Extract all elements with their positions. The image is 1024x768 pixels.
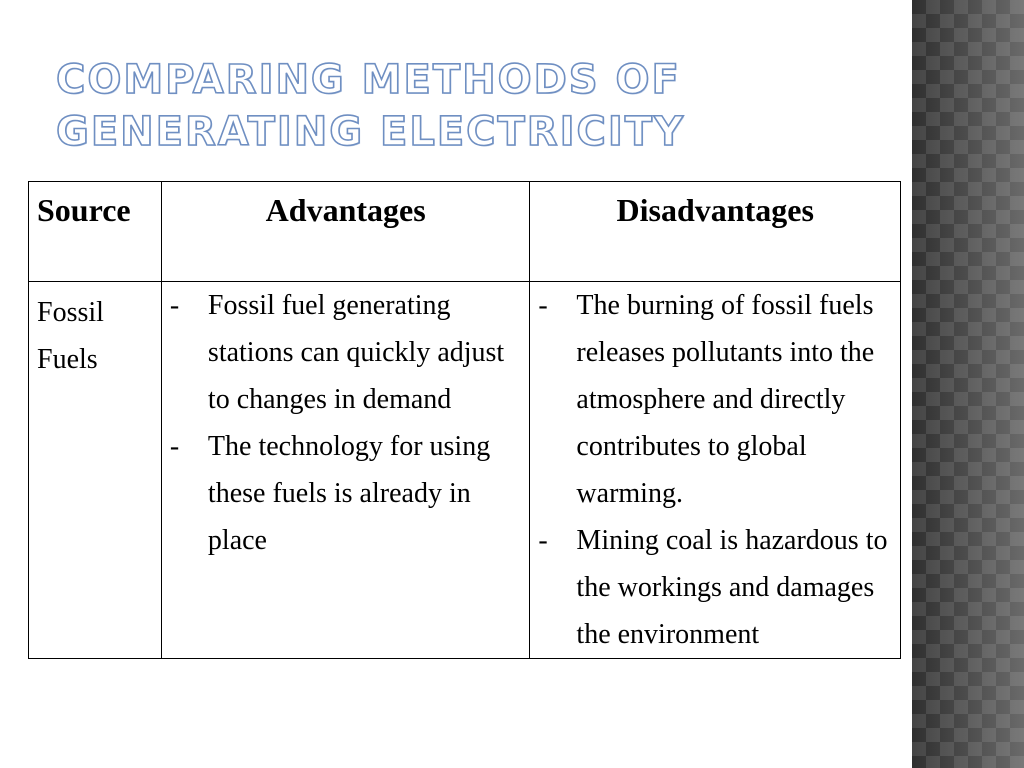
dash-bullet: -	[169, 431, 180, 462]
list-item	[170, 282, 526, 423]
comparison-table	[28, 181, 901, 659]
table-header-row	[29, 182, 901, 282]
slide-title-line: GENERATING ELECTRICITY	[56, 109, 685, 155]
header-disadvantages: Disadvantages	[530, 182, 901, 282]
disadvantage-text: Mining coal is hazardous to the workings and damages the environment	[576, 525, 888, 650]
header-source: Source	[29, 182, 162, 282]
dash-bullet: -	[538, 525, 548, 556]
disadvantages-cell	[530, 282, 901, 659]
advantages-list	[170, 282, 526, 564]
dash-bullet: -	[538, 290, 548, 321]
advantages-cell	[161, 282, 530, 659]
list-item	[170, 423, 526, 564]
slide-title-line: COMPARING METHODS OF	[56, 57, 681, 103]
source-line: Fuels	[37, 344, 98, 375]
table-row	[29, 282, 901, 659]
advantage-text: The technology for using these fuels is already in place	[207, 431, 491, 556]
source-cell	[29, 282, 162, 659]
header-advantages: Advantages	[161, 182, 530, 282]
disadvantages-list	[538, 282, 896, 658]
list-item	[538, 282, 896, 517]
dash-bullet: -	[169, 290, 180, 321]
advantage-text: Fossil fuel generating stations can quickly adjust to changes in demand	[207, 290, 505, 415]
source-line: Fossil	[37, 297, 104, 328]
disadvantage-text: The burning of fossil fuels releases pollutants into the atmosphere and directly contributes to global warming.	[576, 290, 875, 509]
slide-title	[56, 54, 685, 158]
decorative-side-strip	[912, 0, 1024, 768]
list-item	[538, 517, 896, 658]
